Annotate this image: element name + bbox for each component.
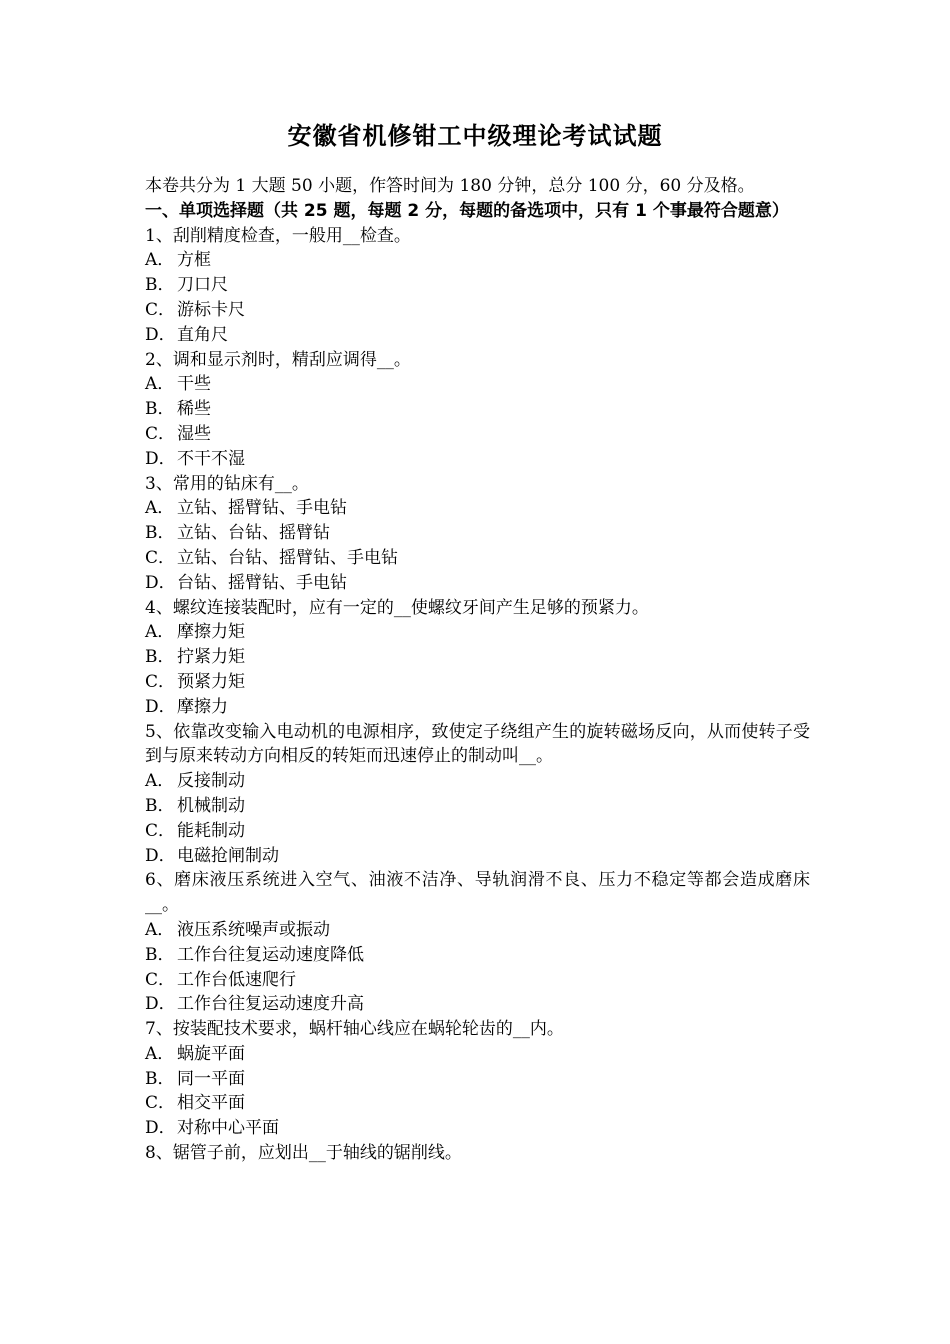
option-text: 方框: [177, 250, 211, 271]
answer-option: [145, 521, 810, 546]
answer-option: [145, 372, 810, 397]
option-letter: C．: [145, 820, 176, 841]
answer-option: [145, 496, 810, 521]
option-letter: D．: [145, 696, 176, 717]
option-text: 游标卡尺: [177, 299, 245, 320]
option-letter: D．: [145, 572, 176, 593]
option-letter: A．: [145, 250, 175, 271]
option-letter: B．: [145, 1068, 175, 1089]
option-text: 能耗制动: [177, 820, 245, 841]
option-letter: A．: [145, 374, 175, 395]
option-text: 不干不湿: [177, 448, 245, 469]
option-text: 相交平面: [177, 1093, 245, 1114]
answer-option: [145, 397, 810, 422]
option-letter: A．: [145, 1043, 175, 1064]
answer-option: [145, 794, 810, 819]
section-heading: 一、单项选择题（共 25 题，每题 2 分，每题的备选项中，只有 1 个事最符合题意）: [145, 200, 789, 221]
answer-option: [145, 273, 810, 298]
option-letter: A．: [145, 919, 175, 940]
option-letter: C．: [145, 423, 176, 444]
answer-option: [145, 1091, 810, 1116]
answer-option: [145, 769, 810, 794]
document-title: 安徽省机修钳工中级理论考试试题: [287, 122, 663, 150]
option-letter: A．: [145, 622, 175, 643]
option-text: 立钻、台钻、摇臂钻、手电钻: [177, 547, 398, 568]
option-text: 预紧力矩: [177, 671, 245, 692]
answer-option: [145, 992, 810, 1017]
answer-option: [145, 422, 810, 447]
option-letter: B．: [145, 795, 175, 816]
question-list: [145, 224, 810, 1166]
answer-option: [145, 248, 810, 273]
option-letter: A．: [145, 498, 175, 519]
option-text: 液压系统噪声或振动: [177, 919, 330, 940]
option-text: 机械制动: [177, 795, 245, 816]
option-letter: D．: [145, 845, 176, 866]
option-letter: C．: [145, 671, 176, 692]
option-text: 台钻、摇臂钻、手电钻: [177, 572, 347, 593]
option-letter: B．: [145, 944, 175, 965]
option-letter: D．: [145, 324, 176, 345]
option-text: 反接制动: [177, 771, 245, 792]
option-letter: C．: [145, 547, 176, 568]
option-text: 湿些: [177, 423, 211, 444]
answer-option: [145, 670, 810, 695]
answer-option: [145, 844, 810, 869]
option-text: 稀些: [177, 399, 211, 420]
option-letter: C．: [145, 969, 176, 990]
option-letter: B．: [145, 647, 175, 668]
answer-option: [145, 1042, 810, 1067]
option-text: 拧紧力矩: [177, 647, 245, 668]
option-text: 直角尺: [177, 324, 228, 345]
option-text: 工作台低速爬行: [177, 969, 296, 990]
option-letter: C．: [145, 1093, 176, 1114]
answer-option: [145, 695, 810, 720]
answer-option: [145, 571, 810, 596]
question-text: 5、依靠改变输入电动机的电源相序，致使定子绕组产生的旋转磁场反向，从而使转子受到与原来转动方向相反的转矩而迅速停止的制动叫__。: [145, 721, 810, 767]
option-text: 电磁抢闸制动: [177, 845, 279, 866]
question-text: 3、常用的钻床有__。: [145, 473, 309, 494]
option-text: 工作台往复运动速度降低: [177, 944, 364, 965]
option-letter: B．: [145, 275, 175, 296]
answer-option: [145, 968, 810, 993]
question-text: 2、调和显示剂时，精刮应调得__。: [145, 349, 411, 370]
answer-option: [145, 1116, 810, 1141]
answer-option: [145, 546, 810, 571]
option-text: 立钻、摇臂钻、手电钻: [177, 498, 347, 519]
option-text: 蜗旋平面: [177, 1043, 245, 1064]
option-text: 摩擦力: [177, 696, 228, 717]
answer-option: [145, 1067, 810, 1092]
answer-option: [145, 447, 810, 472]
answer-option: [145, 943, 810, 968]
option-text: 立钻、台钻、摇臂钻: [177, 523, 330, 544]
exam-intro: 本卷共分为 1 大题 50 小题，作答时间为 180 分钟，总分 100 分，60 分及格。: [145, 176, 755, 196]
option-letter: C．: [145, 299, 176, 320]
answer-option: [145, 645, 810, 670]
answer-option: [145, 298, 810, 323]
option-text: 同一平面: [177, 1068, 245, 1089]
option-letter: D．: [145, 1118, 176, 1139]
option-text: 对称中心平面: [177, 1118, 279, 1139]
answer-option: [145, 620, 810, 645]
option-text: 摩擦力矩: [177, 622, 245, 643]
option-letter: A．: [145, 771, 175, 792]
question-text: 6、磨床液压系统进入空气、油液不洁净、导轨润滑不良、压力不稳定等都会造成磨床__。: [145, 870, 810, 916]
option-text: 干些: [177, 374, 211, 395]
option-letter: B．: [145, 399, 175, 420]
document-body: [145, 174, 810, 1166]
option-letter: D．: [145, 448, 176, 469]
option-letter: D．: [145, 994, 176, 1015]
answer-option: [145, 918, 810, 943]
option-letter: B．: [145, 523, 175, 544]
question-text: 4、螺纹连接装配时，应有一定的__使螺纹牙间产生足够的预紧力。: [145, 597, 649, 618]
question-text: 1、刮削精度检查，一般用__检查。: [145, 225, 411, 246]
question-text: 8、锯管子前，应划出__于轴线的锯削线。: [145, 1143, 462, 1164]
option-text: 工作台往复运动速度升高: [177, 994, 364, 1015]
answer-option: [145, 323, 810, 348]
question-text: 7、按装配技术要求，蜗杆轴心线应在蜗轮轮齿的__内。: [145, 1019, 564, 1040]
answer-option: [145, 819, 810, 844]
option-text: 刀口尺: [177, 275, 228, 296]
